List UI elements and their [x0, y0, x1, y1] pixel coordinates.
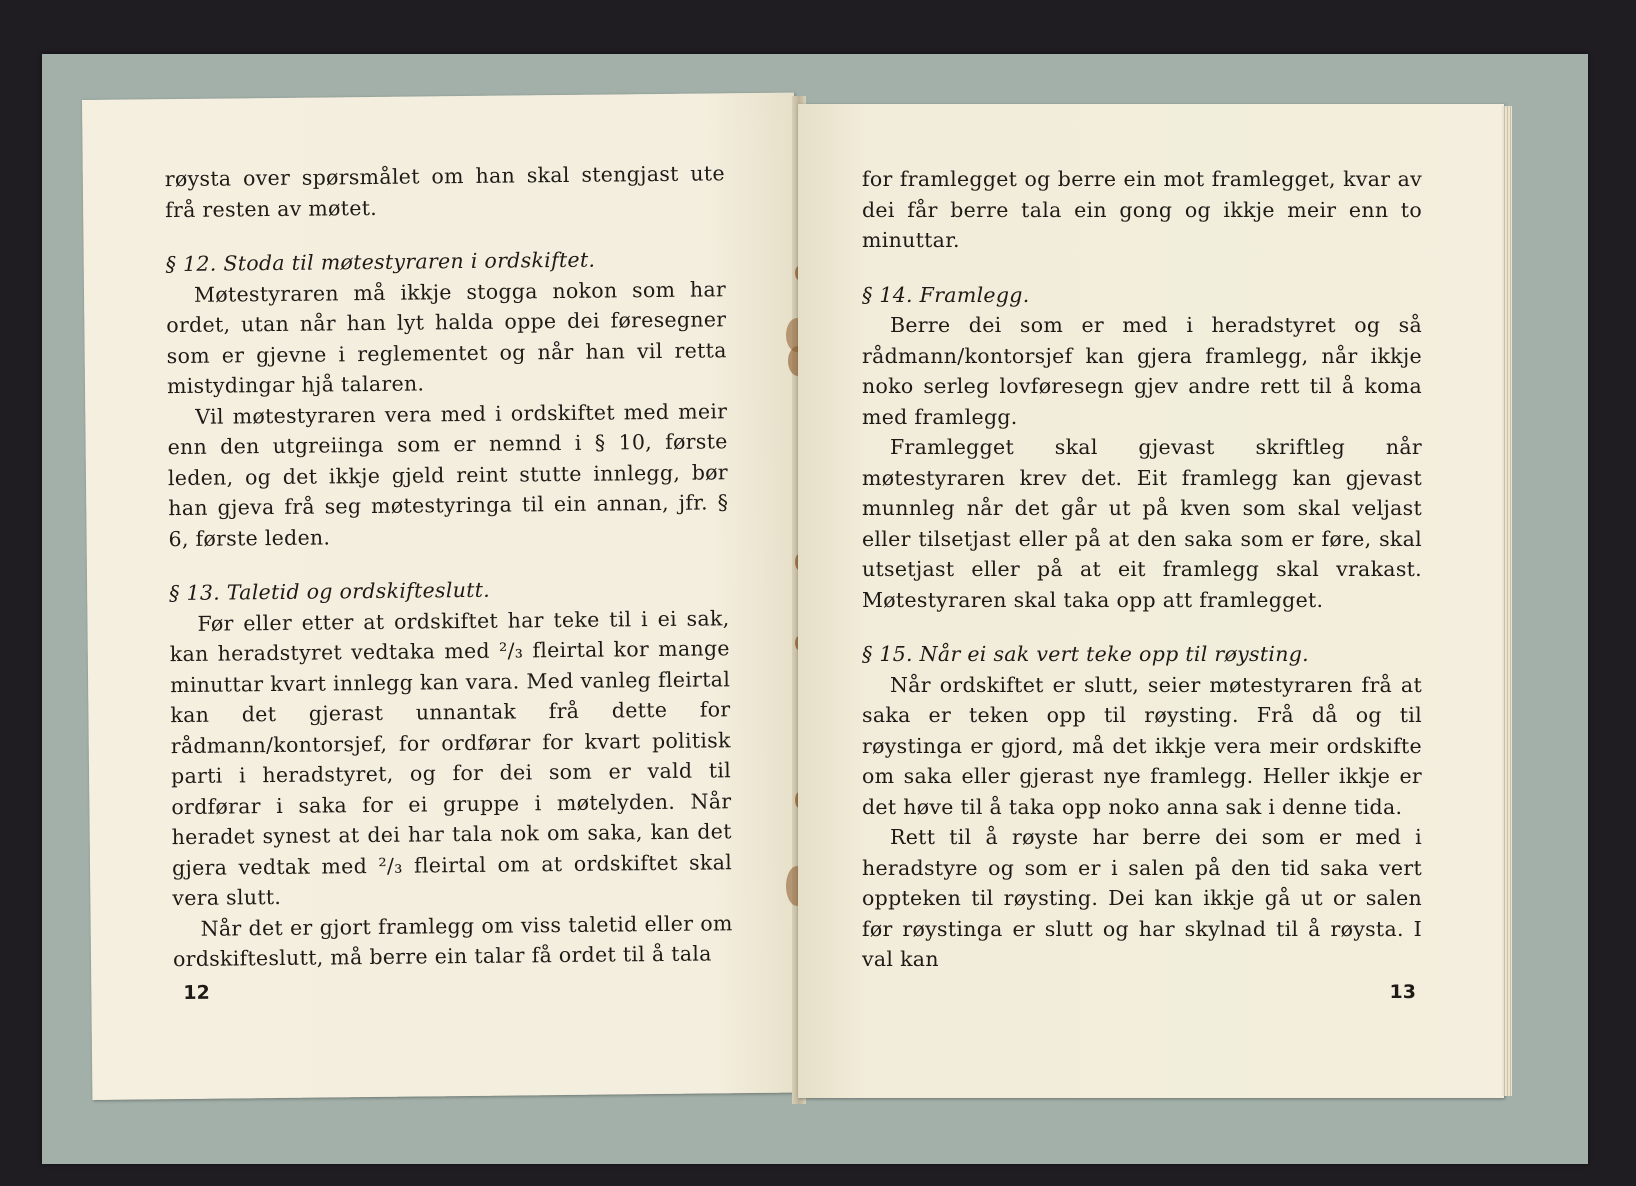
paragraph: Framlegget skal gjevast skriftleg når møtestyraren krev det. Eit framlegg kan gjevast munnleg når det går ut på kven som skal veljast eller tilsetjast eller på at den saka som er føre, skal utsetjast eller på at eit framlegg skal vrakast. Møtestyraren skal taka opp att framlegget. [862, 435, 1422, 612]
paragraph: Vil møtestyraren vera med i ordskiftet med meir enn den utgreiinga som er nemnd i § 10, første leden, og det ikkje gjeld reint stutte innlegg, bør han gjeva frå seg møtestyringa til ein annan, jfr. § 6, første leden. [167, 398, 729, 551]
section-heading: § 14. Framlegg. [862, 282, 1030, 307]
paragraph: for framlegget og berre ein mot framlegget, kvar av dei får berre tala ein gong og ikkje meir enn to minuttar. [862, 167, 1422, 252]
paragraph: Møtestyraren må ikkje stogga nokon som har ordet, utan når han lyt halda oppe dei føresegner som er gjevne i reglementet og når han vil retta mistydingar hjå talaren. [166, 276, 727, 399]
section-heading: § 12. Stoda til møtestyraren i ordskiftet. [165, 247, 596, 277]
page-stack-edge [1502, 106, 1512, 1096]
paragraph: røysta over spørsmålet om han skal stengjast ute frå resten av møtet. [164, 161, 725, 222]
paragraph: Før eller etter at ordskiftet har teke til i ei sak, kan heradstyret vedtaka med ²/₃ fleirtal kor mange minuttar kvart innlegg kan vara. Med vanleg fleirtal kan det gjerast unnantak frå dette for rådmann/kontorsjef, for ordførar for kvart politisk parti i heradstyret, og for dei som er vald til ordførar i saka for ei gruppe i møtelyden. Når heradet synest at dei har tala nok om saka, kan det gjera vedtak med ²/₃ fleirtal om at ordskiftet skal vera slutt. [169, 605, 733, 911]
page-number-left: 12 [183, 981, 210, 1004]
right-page-text [862, 164, 1422, 975]
paragraph: Når det er gjort framlegg om viss taletid eller om ordskifteslutt, må berre ein talar få ordet til å tala [172, 910, 733, 972]
paragraph: Berre dei som er med i heradstyret og så rådmann/kontorsjef kan gjera framlegg, når ikkje noko serleg lovføresegn gjev andre rett til å koma med framlegg. [862, 313, 1422, 429]
left-page [82, 93, 804, 1100]
section-heading: § 13. Taletid og ordskifteslutt. [169, 577, 491, 606]
paragraph: Når ordskiftet er slutt, seier møtestyraren frå at saka er teken opp til røysting. Frå då og til røystinga er gjord, må det ikkje vera meir ordskifte om saka eller gjerast nye framlegg. Heller ikkje er det høve til å taka opp noko anna sak i denne tida. [862, 672, 1422, 819]
right-page [798, 104, 1504, 1098]
section-heading: § 15. Når ei sak vert teke opp til røysting. [862, 642, 1310, 666]
paragraph: Rett til å røyste har berre dei som er med i heradstyre og som er i salen på den tid saka vert oppteken til røysting. Dei kan ikkje gå ut or salen før røystinga er slutt og har skylnad til å røysta. I val kan [862, 825, 1422, 971]
left-page-text [165, 158, 733, 974]
page-number-right: 13 [1389, 981, 1416, 1003]
